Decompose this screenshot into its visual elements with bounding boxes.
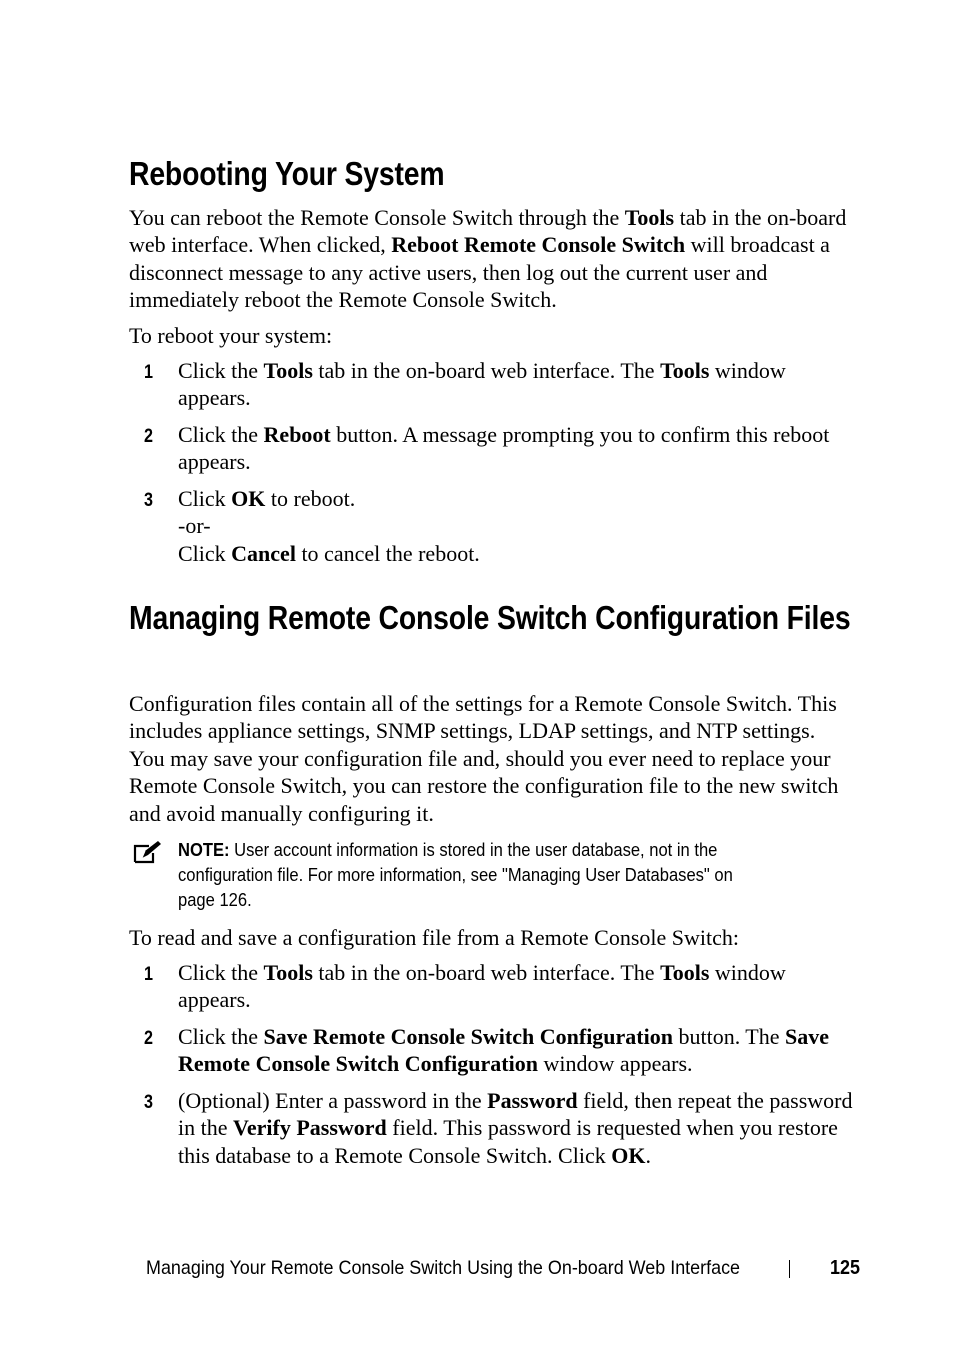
note-text xyxy=(178,838,748,913)
bold-term: Tools xyxy=(660,358,710,383)
text-run: Click the xyxy=(178,960,264,985)
step-line xyxy=(178,540,858,567)
text-run: -or- xyxy=(178,513,211,539)
step-number: 1 xyxy=(144,362,153,383)
bold-term: Tools xyxy=(263,960,313,985)
bold-term: Cancel xyxy=(231,540,296,566)
step-line xyxy=(178,1087,858,1169)
step-text xyxy=(178,959,858,1014)
text-run: window appears. xyxy=(178,960,786,1013)
page-number: 125 xyxy=(830,1257,861,1279)
step-line xyxy=(178,512,858,539)
step-text xyxy=(178,485,858,567)
section1-intro xyxy=(129,204,854,314)
text-run: Click the xyxy=(178,358,264,383)
section2-step-2 xyxy=(129,1023,859,1078)
text-run: field. This password is requested when you restore this database to a Remote Console Switch. Click xyxy=(178,1115,838,1168)
note-body: User account information is stored in the user database, not in the configuration file. For more information, see "Managing User Databases" on page 126. xyxy=(178,840,733,910)
bold-term: Reboot xyxy=(263,422,331,447)
text-run: Click xyxy=(178,540,232,566)
text-run: to reboot. xyxy=(265,486,356,511)
step-text xyxy=(178,1023,858,1078)
text-run: window appears. xyxy=(178,358,786,411)
step-line xyxy=(178,421,858,476)
text-run: window appears. xyxy=(537,1051,693,1077)
text-run: button. A message prompting you to confirm this reboot appears. xyxy=(178,422,830,475)
bold-term: Reboot Remote Console Switch xyxy=(391,232,686,258)
bold-term: Verify Password xyxy=(233,1115,387,1141)
text-run: Click the xyxy=(178,422,264,447)
section2-lead: To read and save a configuration file from a Remote Console Switch: xyxy=(129,925,740,950)
bold-term: Save Remote Console Switch Configuration xyxy=(263,1024,673,1049)
text-run: tab in the on-board web interface. When clicked, xyxy=(129,205,847,258)
bold-term: Save Remote Console Switch Configuration xyxy=(178,1024,830,1077)
step-number: 2 xyxy=(144,426,153,447)
step-line xyxy=(178,357,858,412)
note-box xyxy=(129,838,859,913)
text-run: Click xyxy=(178,486,232,511)
step-text xyxy=(178,1087,858,1169)
text-run: Click the xyxy=(178,1024,264,1049)
text-run: button. The xyxy=(672,1024,786,1049)
footer-chapter-title: Managing Your Remote Console Switch Using the On-board Web Interface xyxy=(146,1257,741,1279)
text-run: field, then repeat the password in the xyxy=(178,1088,853,1141)
text-run: tab in the on-board web interface. The xyxy=(312,960,661,985)
text-run: You can reboot the Remote Console Switch through the xyxy=(129,205,625,230)
step-line xyxy=(178,485,858,512)
text-run: (Optional) Enter a password in the xyxy=(178,1088,488,1113)
step-number: 1 xyxy=(144,964,153,985)
section1-step-1 xyxy=(129,357,859,412)
section1-lead: To reboot your system: xyxy=(129,323,333,348)
section1-step-3 xyxy=(129,485,859,567)
text-run: Configuration files contain all of the settings for a Remote Console Switch. This includes appliance settings, SNMP settings, LDAP settings, and NTP settings. You may save your configuration file and, should you ever need to replace your Remote Console Switch, you can restore the configuration file to the new switch and avoid manually configuring it. xyxy=(129,691,839,826)
text-run: tab in the on-board web interface. The xyxy=(312,358,661,383)
section-title-rebooting: Rebooting Your System xyxy=(129,155,445,192)
pencil-note-icon xyxy=(133,840,163,866)
footer-divider xyxy=(789,1260,790,1278)
step-number: 3 xyxy=(144,1092,153,1113)
section1-step-2 xyxy=(129,421,859,476)
step-number: 3 xyxy=(144,490,153,511)
step-line xyxy=(178,1023,858,1078)
section2-step-3 xyxy=(129,1087,859,1169)
bold-term: OK xyxy=(231,486,266,511)
step-text xyxy=(178,421,858,476)
note-label: NOTE: xyxy=(178,840,230,860)
bold-term: Password xyxy=(487,1088,578,1113)
step-line xyxy=(178,959,858,1014)
bold-term: Tools xyxy=(624,205,675,230)
section2-step-1 xyxy=(129,959,859,1014)
step-text xyxy=(178,357,858,412)
section-title-config-files: Managing Remote Console Switch Configuration Files xyxy=(129,599,851,636)
step-number: 2 xyxy=(144,1028,153,1049)
bold-term: Tools xyxy=(660,960,710,985)
text-run: to cancel the reboot. xyxy=(295,540,480,566)
bold-term: Tools xyxy=(263,358,313,383)
bold-term: OK xyxy=(611,1142,646,1168)
text-run: will broadcast a disconnect message to any active users, then log out the current user and immediately reboot the Remote Console Switch. xyxy=(129,232,830,313)
section2-intro xyxy=(129,690,854,827)
text-run: . xyxy=(645,1142,651,1168)
